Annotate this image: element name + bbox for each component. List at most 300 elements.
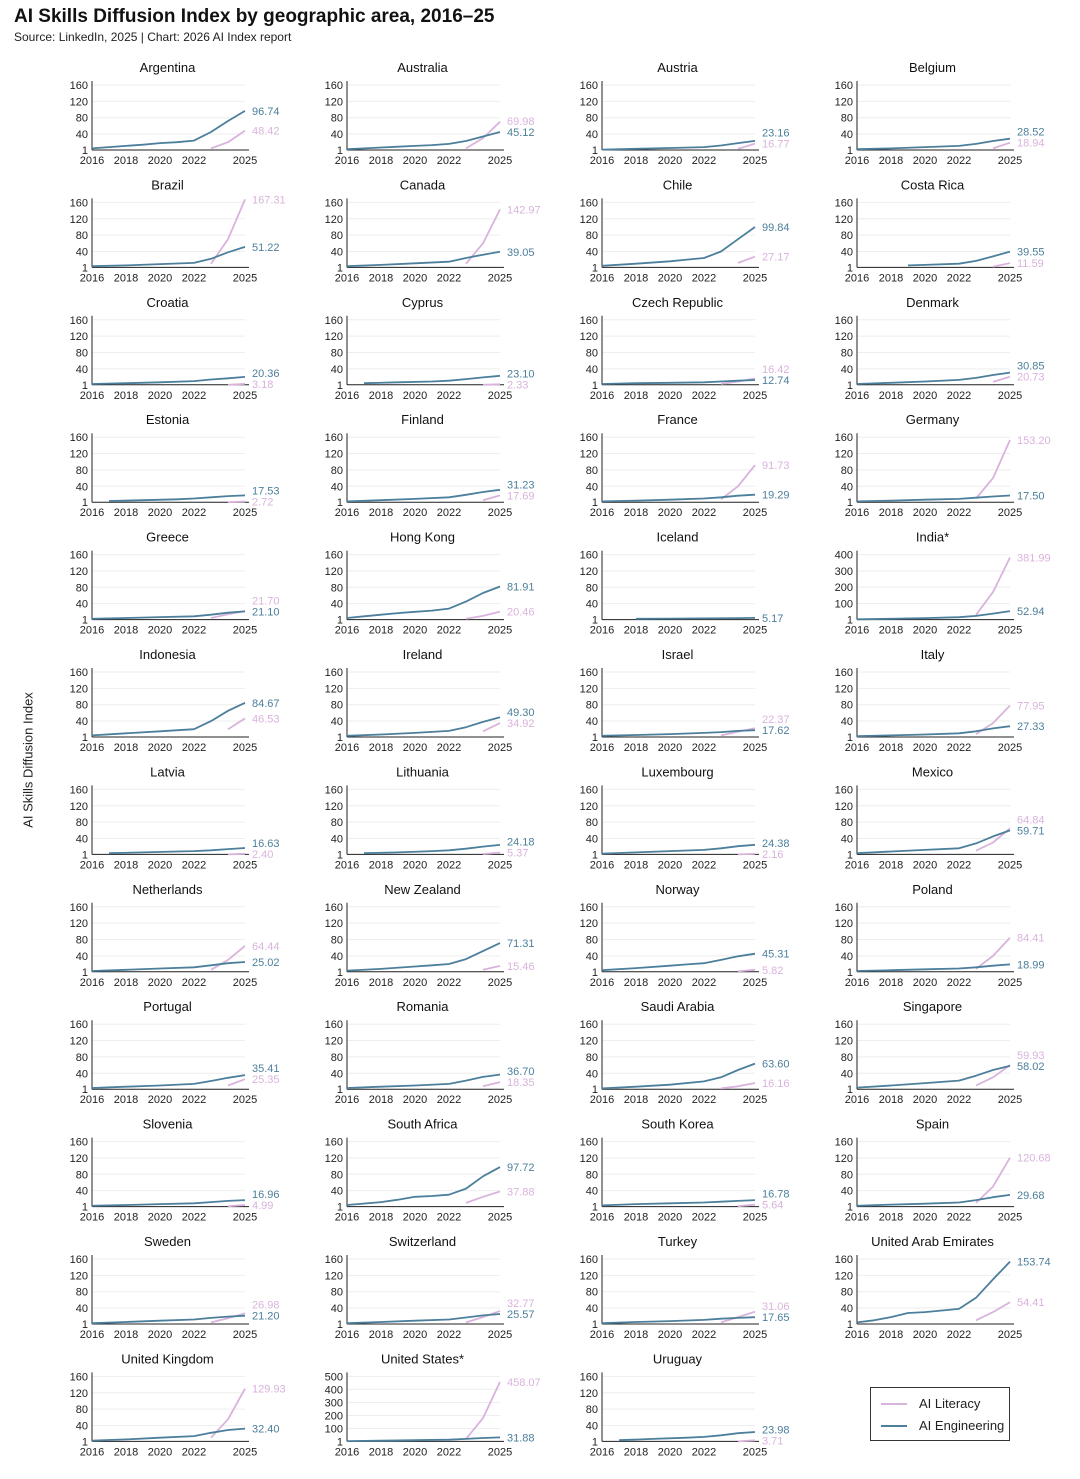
panel-title: Belgium <box>909 60 956 75</box>
y-tick-label: 160 <box>579 432 598 445</box>
y-tick-label: 1 <box>846 1201 853 1214</box>
y-tick-label: 160 <box>69 667 88 679</box>
x-tick-label: 2025 <box>232 976 258 989</box>
y-tick-label: 1 <box>591 1319 598 1331</box>
x-tick-label: 2018 <box>368 742 394 754</box>
x-tick-label: 2020 <box>912 859 938 872</box>
data-label-ai-engineering: 58.02 <box>1017 1060 1045 1073</box>
series-line-ai-literacy <box>976 440 1010 499</box>
y-tick-label: 160 <box>834 80 853 92</box>
data-label-ai-engineering: 16.96 <box>252 1188 280 1201</box>
y-tick-label: 80 <box>75 934 88 947</box>
x-tick-label: 2022 <box>946 507 972 520</box>
y-tick-label: 1 <box>81 497 88 510</box>
x-tick-label: 2025 <box>232 272 258 285</box>
y-tick-label: 1 <box>336 262 343 275</box>
y-tick-label: 160 <box>324 784 343 797</box>
series-line-ai-engineering <box>908 252 1010 266</box>
x-tick-label: 2025 <box>487 1094 513 1107</box>
x-tick-label: 2025 <box>232 1329 258 1341</box>
x-tick-label: 2022 <box>181 1329 207 1341</box>
y-tick-label: 1 <box>591 1436 598 1449</box>
y-tick-label: 40 <box>840 1303 853 1316</box>
data-label-ai-engineering: 32.40 <box>252 1423 280 1436</box>
panel-title: India* <box>915 529 950 545</box>
y-tick-label: 80 <box>330 699 343 712</box>
y-tick-label: 40 <box>585 481 598 494</box>
x-tick-label: 2018 <box>878 155 904 167</box>
panel-title: Canada <box>399 177 446 193</box>
series-line-ai-literacy <box>976 558 1010 615</box>
x-tick-label: 2022 <box>436 1446 462 1459</box>
data-label-ai-literacy: 77.95 <box>1017 700 1045 713</box>
y-tick-label: 1 <box>336 849 343 862</box>
x-tick-label: 2022 <box>946 624 972 637</box>
x-tick-label: 2016 <box>334 859 360 872</box>
x-tick-label: 2018 <box>878 507 904 520</box>
panel-title: United Kingdom <box>121 1351 214 1367</box>
x-tick-label: 2018 <box>878 624 904 637</box>
y-tick-label: 80 <box>75 1286 88 1299</box>
y-tick-label: 120 <box>69 1270 88 1283</box>
data-label-ai-literacy: 5.82 <box>762 964 784 977</box>
x-tick-label: 2016 <box>334 624 360 637</box>
y-tick-label: 80 <box>585 230 598 243</box>
y-tick-label: 120 <box>69 918 88 931</box>
x-tick-label: 2018 <box>623 155 649 167</box>
x-tick-label: 2020 <box>402 976 428 989</box>
x-tick-label: 2016 <box>844 1329 870 1341</box>
data-label-ai-engineering: 17.62 <box>762 725 790 738</box>
y-tick-label: 120 <box>69 213 88 226</box>
y-tick-label: 80 <box>585 112 598 125</box>
data-label-ai-literacy: 26.98 <box>252 1299 280 1312</box>
data-label-ai-engineering: 5.17 <box>762 612 784 625</box>
data-label-ai-engineering: 16.63 <box>252 837 280 850</box>
x-tick-label: 2018 <box>878 976 904 989</box>
x-tick-label: 2022 <box>181 155 207 167</box>
series-line-ai-literacy <box>738 1205 755 1207</box>
x-tick-label: 2018 <box>113 859 139 872</box>
x-tick-label: 2022 <box>691 1329 717 1341</box>
data-label-ai-literacy: 22.37 <box>762 714 790 727</box>
y-tick-label: 80 <box>75 464 88 477</box>
x-tick-label: 2020 <box>402 507 428 520</box>
x-tick-label: 2016 <box>334 1446 360 1459</box>
y-tick-label: 120 <box>579 448 598 461</box>
y-tick-label: 120 <box>69 96 88 109</box>
x-tick-label: 2018 <box>113 1211 139 1224</box>
y-tick-label: 1 <box>81 849 88 862</box>
x-tick-label: 2025 <box>742 976 768 989</box>
data-label-ai-engineering: 17.65 <box>762 1312 790 1325</box>
data-label-ai-literacy: 20.73 <box>1017 371 1045 384</box>
series-line-ai-literacy <box>993 377 1010 382</box>
x-tick-label: 2025 <box>742 155 768 167</box>
y-tick-label: 160 <box>579 784 598 797</box>
series-line-ai-literacy <box>738 144 755 149</box>
y-tick-label: 160 <box>579 314 598 327</box>
y-tick-label: 160 <box>579 80 598 92</box>
x-tick-label: 2018 <box>878 1211 904 1224</box>
data-label-ai-engineering: 99.84 <box>762 221 790 234</box>
x-tick-label: 2016 <box>844 272 870 285</box>
series-line-ai-literacy <box>466 612 500 619</box>
x-tick-label: 2016 <box>844 624 870 637</box>
data-label-ai-literacy: 18.35 <box>507 1077 535 1090</box>
panel-title: Costa Rica <box>900 177 965 193</box>
x-tick-label: 2020 <box>657 1446 683 1459</box>
x-tick-label: 2020 <box>912 507 938 520</box>
panel-title: United States* <box>380 1351 465 1367</box>
y-tick-label: 80 <box>75 230 88 243</box>
y-tick-label: 80 <box>840 464 853 477</box>
data-label-ai-literacy: 27.17 <box>762 251 790 264</box>
data-label-ai-literacy: 54.41 <box>1017 1297 1045 1310</box>
panel-title: Slovenia <box>142 1116 193 1132</box>
x-tick-label: 2022 <box>436 742 462 754</box>
chart-title: AI Skills Diffusion Index by geographic area, 2016–25 <box>14 6 495 27</box>
x-tick-label: 2022 <box>181 507 207 520</box>
y-tick-label: 160 <box>834 197 853 210</box>
x-tick-label: 2018 <box>113 155 139 167</box>
y-tick-label: 120 <box>579 683 598 696</box>
x-tick-label: 2018 <box>113 507 139 520</box>
data-label-ai-engineering: 25.02 <box>252 956 280 969</box>
x-tick-label: 2022 <box>691 272 717 285</box>
series-line-ai-engineering <box>347 1437 500 1441</box>
y-tick-label: 120 <box>579 213 598 226</box>
x-tick-label: 2025 <box>487 976 513 989</box>
x-tick-label: 2025 <box>997 976 1023 989</box>
series-line-ai-literacy <box>483 966 500 970</box>
series-line-ai-engineering <box>92 111 245 148</box>
data-label-ai-engineering: 35.41 <box>252 1063 280 1076</box>
y-tick-label: 40 <box>840 481 853 494</box>
y-tick-label: 1 <box>81 1084 88 1097</box>
series-line-ai-literacy <box>976 1302 1010 1320</box>
x-tick-label: 2025 <box>997 507 1023 520</box>
data-label-ai-literacy: 64.84 <box>1017 814 1045 827</box>
y-tick-label: 120 <box>579 918 598 931</box>
y-tick-label: 1 <box>846 1084 853 1097</box>
series-line-ai-engineering <box>619 1432 755 1440</box>
y-tick-label: 160 <box>69 80 88 92</box>
panel-title: Czech Republic <box>631 294 724 310</box>
series-line-ai-engineering <box>92 1200 245 1206</box>
y-tick-label: 120 <box>834 1270 853 1283</box>
y-tick-label: 120 <box>834 1152 853 1165</box>
y-tick-label: 120 <box>579 331 598 344</box>
y-tick-label: 80 <box>330 230 343 243</box>
x-tick-label: 2016 <box>334 1211 360 1224</box>
y-tick-label: 1 <box>81 1319 88 1331</box>
x-tick-label: 2020 <box>657 859 683 872</box>
series-line-ai-engineering <box>347 587 500 619</box>
series-line-ai-engineering <box>347 717 500 736</box>
series-line-ai-engineering <box>857 139 1010 150</box>
x-tick-label: 2025 <box>742 1094 768 1107</box>
y-tick-label: 80 <box>585 347 598 360</box>
y-tick-label: 40 <box>75 1420 88 1433</box>
x-tick-label: 2016 <box>589 859 615 872</box>
x-tick-label: 2022 <box>691 624 717 637</box>
y-tick-label: 40 <box>585 246 598 259</box>
y-tick-label: 40 <box>75 833 88 846</box>
x-tick-label: 2016 <box>79 389 105 402</box>
y-tick-label: 80 <box>585 1404 598 1417</box>
y-tick-label: 160 <box>324 901 343 914</box>
data-label-ai-literacy: 142.97 <box>507 204 541 217</box>
x-tick-label: 2022 <box>946 272 972 285</box>
x-tick-label: 2016 <box>589 1211 615 1224</box>
series-line-ai-literacy <box>738 257 755 263</box>
x-tick-label: 2018 <box>623 1446 649 1459</box>
y-tick-label: 40 <box>840 950 853 963</box>
data-label-ai-literacy: 37.88 <box>507 1186 535 1199</box>
y-tick-label: 80 <box>585 934 598 947</box>
data-label-ai-engineering: 29.68 <box>1017 1189 1045 1202</box>
y-tick-label: 1 <box>846 497 853 510</box>
y-tick-label: 160 <box>69 1371 88 1384</box>
x-tick-label: 2016 <box>79 742 105 754</box>
y-tick-label: 120 <box>324 96 343 109</box>
x-tick-label: 2022 <box>436 1211 462 1224</box>
series-line-ai-literacy <box>228 854 245 855</box>
y-tick-label: 120 <box>324 800 343 813</box>
x-tick-label: 2025 <box>487 1446 513 1459</box>
series-line-ai-literacy <box>466 1192 500 1203</box>
y-tick-label: 80 <box>840 112 853 125</box>
panel-title: Denmark <box>906 294 959 310</box>
x-tick-label: 2020 <box>402 742 428 754</box>
x-tick-label: 2025 <box>487 742 513 754</box>
x-tick-label: 2016 <box>334 507 360 520</box>
x-tick-label: 2020 <box>912 155 938 167</box>
data-label-ai-engineering: 20.36 <box>252 367 280 380</box>
y-tick-label: 160 <box>69 1019 88 1032</box>
y-tick-label: 1 <box>591 1201 598 1214</box>
x-tick-label: 2018 <box>113 742 139 754</box>
y-tick-label: 1 <box>846 849 853 862</box>
y-tick-label: 120 <box>69 331 88 344</box>
x-tick-label: 2022 <box>181 1211 207 1224</box>
y-tick-label: 160 <box>69 1254 88 1266</box>
y-tick-label: 40 <box>75 598 88 611</box>
y-tick-label: 40 <box>75 363 88 376</box>
x-tick-label: 2016 <box>334 155 360 167</box>
panel-title: Mexico <box>911 764 954 780</box>
series-line-ai-literacy <box>228 718 245 729</box>
panel-title: Singapore <box>902 999 963 1015</box>
x-tick-label: 2022 <box>946 155 972 167</box>
x-tick-label: 2022 <box>436 155 462 167</box>
y-tick-label: 120 <box>834 331 853 344</box>
data-label-ai-literacy: 381.99 <box>1017 552 1051 565</box>
x-tick-label: 2020 <box>912 976 938 989</box>
y-tick-label: 40 <box>840 129 853 142</box>
chart-source: Source: LinkedIn, 2025 | Chart: 2026 AI Index report <box>14 30 292 44</box>
x-tick-label: 2020 <box>657 507 683 520</box>
x-tick-label: 2025 <box>487 1211 513 1224</box>
x-tick-label: 2020 <box>912 389 938 402</box>
x-tick-label: 2018 <box>878 1094 904 1107</box>
x-tick-label: 2020 <box>147 1446 173 1459</box>
x-tick-label: 2016 <box>844 507 870 520</box>
y-tick-label: 40 <box>330 481 343 494</box>
y-tick-label: 160 <box>834 314 853 327</box>
y-tick-label: 120 <box>324 331 343 344</box>
x-tick-label: 2020 <box>147 155 173 167</box>
x-tick-label: 2020 <box>402 859 428 872</box>
data-label-ai-literacy: 3.18 <box>252 378 274 391</box>
y-tick-label: 120 <box>834 213 853 226</box>
y-tick-label: 1 <box>81 262 88 275</box>
x-tick-label: 2020 <box>402 1211 428 1224</box>
y-tick-label: 160 <box>324 314 343 327</box>
x-tick-label: 2016 <box>589 1094 615 1107</box>
series-line-ai-literacy <box>466 122 500 149</box>
y-tick-label: 1 <box>81 966 88 979</box>
x-tick-label: 2022 <box>436 976 462 989</box>
data-label-ai-literacy: 34.92 <box>507 718 535 731</box>
x-tick-label: 2022 <box>181 389 207 402</box>
data-label-ai-engineering: 17.50 <box>1017 490 1045 503</box>
data-label-ai-literacy: 46.53 <box>252 713 280 726</box>
x-tick-label: 2020 <box>912 1211 938 1224</box>
data-label-ai-literacy: 5.64 <box>762 1199 784 1212</box>
x-tick-label: 2016 <box>334 389 360 402</box>
panel-title: Lithuania <box>396 764 449 780</box>
y-tick-label: 120 <box>324 213 343 226</box>
x-tick-label: 2016 <box>589 272 615 285</box>
series-line-ai-engineering <box>857 964 1010 971</box>
y-tick-label: 160 <box>834 667 853 679</box>
x-tick-label: 2016 <box>79 624 105 637</box>
y-tick-label: 1 <box>336 1319 343 1331</box>
x-tick-label: 2022 <box>181 859 207 872</box>
panel-title: Netherlands <box>132 881 203 897</box>
y-tick-label: 100 <box>834 598 853 611</box>
y-tick-label: 120 <box>324 1270 343 1283</box>
y-tick-label: 80 <box>330 1169 343 1182</box>
series-line-ai-literacy <box>483 495 500 500</box>
y-tick-label: 80 <box>330 464 343 477</box>
x-tick-label: 2025 <box>487 389 513 402</box>
y-tick-label: 40 <box>75 129 88 142</box>
data-label-ai-engineering: 71.31 <box>507 938 535 951</box>
y-tick-label: 40 <box>840 1185 853 1198</box>
y-tick-label: 120 <box>834 683 853 696</box>
series-line-ai-engineering <box>92 1075 245 1088</box>
series-line-ai-engineering <box>857 496 1010 502</box>
data-label-ai-engineering: 27.33 <box>1017 721 1045 734</box>
y-tick-label: 160 <box>69 432 88 445</box>
x-tick-label: 2016 <box>79 507 105 520</box>
data-label-ai-engineering: 23.10 <box>507 368 535 381</box>
y-tick-label: 300 <box>324 1397 343 1410</box>
x-tick-label: 2025 <box>232 859 258 872</box>
panel-title: Saudi Arabia <box>640 999 715 1015</box>
series-line-ai-engineering <box>347 490 500 502</box>
panel-title: Indonesia <box>139 647 196 662</box>
y-tick-label: 120 <box>579 1270 598 1283</box>
x-tick-label: 2016 <box>79 1094 105 1107</box>
y-tick-label: 40 <box>75 1068 88 1081</box>
y-tick-label: 120 <box>579 1152 598 1165</box>
series-line-ai-literacy <box>483 723 500 731</box>
x-tick-label: 2016 <box>334 742 360 754</box>
x-tick-label: 2022 <box>946 1094 972 1107</box>
panel-title: Romania <box>396 999 449 1015</box>
data-label-ai-literacy: 64.44 <box>252 940 280 953</box>
x-tick-label: 2020 <box>402 1094 428 1107</box>
y-tick-label: 120 <box>69 565 88 578</box>
y-tick-label: 160 <box>69 1136 88 1149</box>
y-tick-label: 80 <box>330 582 343 595</box>
y-tick-label: 160 <box>324 549 343 562</box>
x-tick-label: 2022 <box>691 859 717 872</box>
y-tick-label: 120 <box>579 96 598 109</box>
y-tick-label: 40 <box>330 950 343 963</box>
y-tick-label: 80 <box>585 1286 598 1299</box>
x-tick-label: 2018 <box>368 1094 394 1107</box>
data-label-ai-engineering: 23.98 <box>762 1424 790 1437</box>
y-tick-label: 160 <box>69 314 88 327</box>
series-line-ai-engineering <box>602 227 755 266</box>
x-tick-label: 2022 <box>691 507 717 520</box>
x-tick-label: 2022 <box>946 859 972 872</box>
x-tick-label: 2022 <box>181 742 207 754</box>
x-tick-label: 2025 <box>232 389 258 402</box>
x-tick-label: 2020 <box>402 1446 428 1459</box>
y-tick-label: 160 <box>69 901 88 914</box>
x-tick-label: 2018 <box>113 976 139 989</box>
x-tick-label: 2020 <box>657 1329 683 1341</box>
y-tick-label: 120 <box>69 683 88 696</box>
data-label-ai-literacy: 18.94 <box>1017 137 1045 150</box>
x-tick-label: 2016 <box>844 742 870 754</box>
y-tick-label: 80 <box>840 347 853 360</box>
y-tick-label: 160 <box>579 1371 598 1384</box>
x-tick-label: 2016 <box>334 272 360 285</box>
x-tick-label: 2016 <box>79 155 105 167</box>
y-tick-label: 80 <box>75 817 88 830</box>
y-tick-label: 1 <box>591 966 598 979</box>
y-tick-label: 160 <box>834 432 853 445</box>
data-label-ai-literacy: 153.20 <box>1017 434 1051 447</box>
data-label-ai-engineering: 39.05 <box>507 246 535 259</box>
panel-title: Uruguay <box>652 1351 703 1367</box>
x-tick-label: 2018 <box>368 976 394 989</box>
y-tick-label: 120 <box>324 448 343 461</box>
series-line-ai-engineering <box>857 1066 1010 1088</box>
y-tick-label: 80 <box>75 1169 88 1182</box>
y-tick-label: 160 <box>324 197 343 210</box>
y-tick-label: 1 <box>591 145 598 157</box>
y-tick-label: 160 <box>579 1019 598 1032</box>
x-tick-label: 2025 <box>997 272 1023 285</box>
y-tick-label: 40 <box>585 833 598 846</box>
x-tick-label: 2025 <box>487 272 513 285</box>
series-line-ai-engineering <box>636 618 755 619</box>
x-tick-label: 2020 <box>147 859 173 872</box>
x-tick-label: 2018 <box>623 1094 649 1107</box>
y-tick-label: 80 <box>330 934 343 947</box>
x-tick-label: 2016 <box>79 272 105 285</box>
data-label-ai-engineering: 23.16 <box>762 127 790 140</box>
panel-title: Switzerland <box>388 1234 457 1249</box>
